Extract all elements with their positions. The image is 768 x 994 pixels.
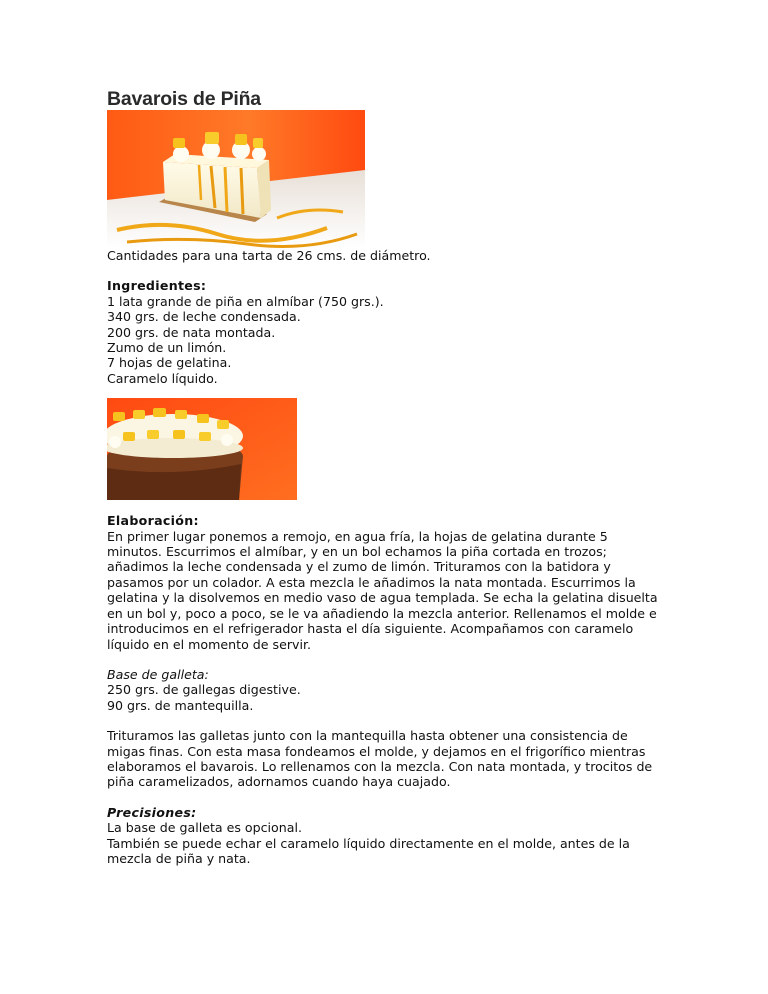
base-item: 250 grs. de gallegas digestive. (107, 682, 301, 698)
note-line: La base de galleta es opcional. (107, 820, 302, 836)
note-line: mezcla de piña y nata. (107, 850, 251, 866)
elaboration-line: gelatina y la disolvemos en medio vaso de agua templada. Se echa la gelatina disuelta (107, 590, 658, 606)
ingredient-item: 340 grs. de leche condensada. (107, 309, 301, 325)
ingredients-heading: Ingredientes: (107, 278, 207, 294)
elaboration-line: añadimos la leche condensada y el zumo de limón. Trituramos con la batidora y (107, 559, 611, 575)
base-ingredients (107, 682, 667, 713)
base-step-line: elaboramos el bavarois. Lo rellenamos con la mezcla. Con nata montada, y trocitos de (107, 758, 653, 774)
ingredient-item: 200 grs. de nata montada. (107, 324, 276, 340)
base-step-line: migas finas. Con esta masa fondeamos el molde, y dejamos en el frigorífico mientras (107, 743, 646, 759)
notes-heading: Precisiones: (107, 804, 197, 820)
recipe-page (107, 88, 667, 866)
base-step-line: Trituramos las galletas junto con la mantequilla hasta obtener una consistencia de (107, 728, 628, 744)
note-line: También se puede echar el caramelo líquido directamente en el molde, antes de la (107, 835, 630, 851)
intro-text: Cantidades para una tarta de 26 cms. de diámetro. (107, 248, 431, 263)
elaboration-line: en un bol y, poco a poco, se le va añadiendo la mezcla anterior. Rellenamos el molde e (107, 605, 657, 621)
base-heading: Base de galleta: (107, 666, 209, 682)
elaboration-text (107, 529, 667, 652)
ingredient-item: 1 lata grande de piña en almíbar (750 grs.). (107, 293, 384, 309)
notes-text (107, 820, 667, 866)
elaboration-line: líquido en el momento de servir. (107, 636, 311, 652)
cake-slice-photo (107, 110, 365, 248)
ingredient-item: Zumo de un limón. (107, 340, 227, 356)
ingredient-item: 7 hojas de gelatina. (107, 355, 232, 371)
ingredients-list (107, 294, 667, 386)
recipe-title: Bavarois de Piña (107, 88, 261, 110)
base-steps-text (107, 728, 667, 790)
ingredient-item: Caramelo líquido. (107, 370, 218, 386)
whole-cake-photo (107, 398, 297, 500)
elaboration-line: introducimos en el refrigerador hasta el día siguiente. Acompañamos con caramelo (107, 621, 634, 637)
base-item: 90 grs. de mantequilla. (107, 697, 254, 713)
elaboration-line: pasamos por un colador. A esta mezcla le añadimos la nata montada. Escurrimos la (107, 574, 636, 590)
elaboration-heading: Elaboración: (107, 513, 199, 529)
elaboration-line: minutos. Escurrimos el almíbar, y en un bol echamos la piña cortada en trozos; (107, 544, 607, 560)
base-step-line: piña caramelizados, adornamos cuando haya cuajado. (107, 774, 451, 790)
elaboration-line: En primer lugar ponemos a remojo, en agua fría, la hojas de gelatina durante 5 (107, 528, 608, 544)
